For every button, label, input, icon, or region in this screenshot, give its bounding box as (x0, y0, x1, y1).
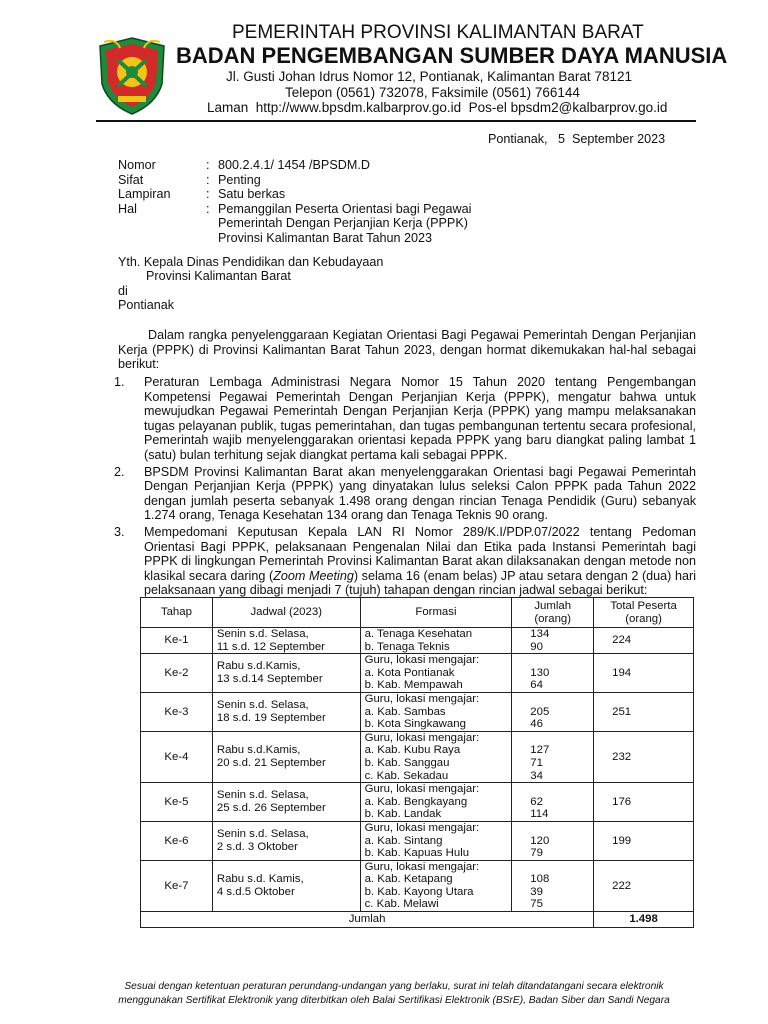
header-tahap: Tahap (141, 598, 213, 628)
intro-paragraph: Dalam rangka penyelenggaraan Kegiatan Orientasi Bagi Pegawai Pemerintah Dengan Perjanjian Kerja (PPPK) di Provinsi Kalimantan Barat Tahun 2023, dengan hormat dikemukakan hal-hal sebagai berikut: (118, 328, 696, 372)
footer-line-1: Sesuai dengan ketentuan peraturan perundang-undangan yang berlaku, surat ini telah ditandatangani secara elektronik (124, 981, 664, 992)
header-formasi: Formasi (360, 598, 512, 628)
table-row: Ke-5 Senin s.d. Selasa, 25 s.d. 26 September Guru, lokasi mengajar: a. Kab. Bengkayang b. Kab. Landak 62 114 176 (141, 783, 694, 822)
nomor-label: Nomor (118, 158, 156, 172)
sifat-label: Sifat (118, 172, 144, 187)
table-row: Ke-6 Senin s.d. Selasa, 2 s.d. 3 Oktober Guru, lokasi mengajar: a. Kab. Sintang b. Kab. Kapuas Hulu 120 79 199 (141, 821, 694, 860)
provincial-emblem (96, 36, 168, 116)
letter-meta: Nomor : 800.2.4.1/ 1454 /BPSDM.D Sifat : Penting Lampiran : Satu berkas Hal : Pemanggilan Peserta Orientasi bagi Pegawai Pemerintah Dengan Perjanjian Kerja (PPPK) Provinsi Kalimantan Barat Tahun 2023 (118, 158, 472, 245)
recipient-line-1: Yth. Kepala Dinas Pendidikan dan Kebudayaan (118, 255, 384, 269)
zoom-meeting-term: Zoom Meeting (273, 568, 354, 583)
list-item: 3. Mempedomani Keputusan Kepala LAN RI Nomor 289/K.I/PDP.07/2022 tentang Pedoman Orientasi Bagi PPPK, pelaksanaan Pengenalan Nilai dan Etika pada Instansi Pemerintah bagi PPPK di lingkungan Pemerintah Provinsi Kalimantan Barat akan dilaksanakan dengan metode non klasikal secara daring (Zoom Meeting) selama 16 (enam belas) JP atau setara dengan 2 (dua) hari pelaksanaan yang dibagi menjadi 7 (tujuh) tahapan dengan rincian jadwal sebagai berikut: (114, 524, 697, 598)
recipient-line-2: Provinsi Kalimantan Barat (146, 269, 291, 283)
sum-label: Jumlah (141, 912, 594, 928)
table-row: Ke-4 Rabu s.d.Kamis, 20 s.d. 21 September Guru, lokasi mengajar: a. Kab. Kubu Raya b. Kab. Sanggau c. Kab. Sekadau 127 71 34 232 (141, 731, 694, 782)
footer-line-2: menggunakan Sertifikat Elektronik yang diterbitkan oleh Balai Sertifikasi Elektronik (BSrE), Badan Siber dan Sandi Negara (118, 994, 670, 1006)
hal-value-3: Provinsi Kalimantan Barat Tahun 2023 (218, 230, 432, 245)
letterhead-government: PEMERINTAH PROVINSI KALIMANTAN BARAT (232, 22, 644, 43)
header-jadwal: Jadwal (2023) (212, 598, 360, 628)
list-item: 1. Peraturan Lembaga Administrasi Negara Nomor 15 Tahun 2020 tentang Pengembangan Kompetensi Pegawai Pemerintah Dengan Perjanjian Kerja (PPPK), mengatur bahwa untuk mewujudkan Pegawai Pemerintah Dengan Perjanjian Kerja (PPPK) yang mampu melaksanakan tugas pelayanan publik, tugas pemerintahan, dan tugas pembangunan tertentu secara profesional, Pemerintah wajib menyelenggarakan orientasi kepada PPPK yang baru diangkat paling lambat 1 (satu) bulan terhitung sejak diangkat pertama kali sebagai PPPK. (114, 375, 696, 462)
sum-total: 1.498 (594, 912, 694, 928)
numbered-list (114, 375, 696, 598)
header-jumlah: Jumlah (orang) (512, 598, 594, 628)
sifat-value: Penting (218, 172, 261, 187)
footer-note (84, 980, 704, 1007)
letterhead-agency: BADAN PENGEMBANGAN SUMBER DAYA MANUSIA (176, 43, 728, 68)
lampiran-value: Satu berkas (218, 187, 286, 202)
letterhead-web: Laman http://www.bpsdm.kalbarprov.go.id Pos-el bpsdm2@kalbarprov.go.id (207, 100, 668, 115)
hal-value-1: Pemanggilan Peserta Orientasi bagi Pegawai (218, 201, 472, 216)
letterhead-address: Jl. Gusti Johan Idrus Nomor 12, Pontianak, Kalimantan Barat 78121 (226, 69, 632, 84)
table-sum-row (141, 912, 694, 928)
recipient-line-4: Pontianak (118, 298, 175, 312)
lampiran-label: Lampiran (118, 187, 171, 202)
hal-label: Hal (118, 201, 137, 216)
table-row: Ke-2 Rabu s.d.Kamis, 13 s.d.14 September Guru, lokasi mengajar: a. Kota Pontianak b. Kab. Mempawah 130 64 194 (141, 654, 694, 693)
letter-date: Pontianak, 5 September 2023 (488, 132, 666, 146)
table-row: Ke-1 Senin s.d. Selasa, 11 s.d. 12 September a. Tenaga Kesehatan b. Tenaga Teknis 134 90 224 (141, 628, 694, 654)
hal-value-2: Pemerintah Dengan Perjanjian Kerja (PPPK) (218, 216, 468, 231)
schedule-table (140, 597, 694, 928)
header-total: Total Peserta (orang) (594, 598, 694, 628)
recipient-line-3: di (118, 284, 128, 298)
letterhead-phone: Telepon (0561) 732078, Faksimile (0561) 766144 (285, 85, 580, 100)
letterhead-divider (96, 120, 696, 122)
nomor-value: 800.2.4.1/ 1454 /BPSDM.D (218, 158, 370, 172)
table-row: Ke-3 Senin s.d. Selasa, 18 s.d. 19 September Guru, lokasi mengajar: a. Kab. Sambas b. Kota Singkawang 205 46 251 (141, 692, 694, 731)
list-item: 2. BPSDM Provinsi Kalimantan Barat akan menyelenggarakan Orientasi bagi Pegawai Pemerintah Dengan Perjanjian Kerja (PPPK) yang dinyatakan lulus seleksi Calon PPPK pada Tahun 2022 dengan jumlah peserta sebanyak 1.498 orang dengan rincian Tenaga Pendidik (Guru) sebanyak 1.274 orang, Tenaga Kesehatan 134 orang dan Tenaga Teknis 90 orang. (114, 464, 696, 523)
table-row: Ke-7 Rabu s.d. Kamis, 4 s.d.5 Oktober Guru, lokasi mengajar: a. Kab. Ketapang b. Kab. Kayong Utara c. Kab. Melawi 108 39 75 222 (141, 860, 694, 911)
